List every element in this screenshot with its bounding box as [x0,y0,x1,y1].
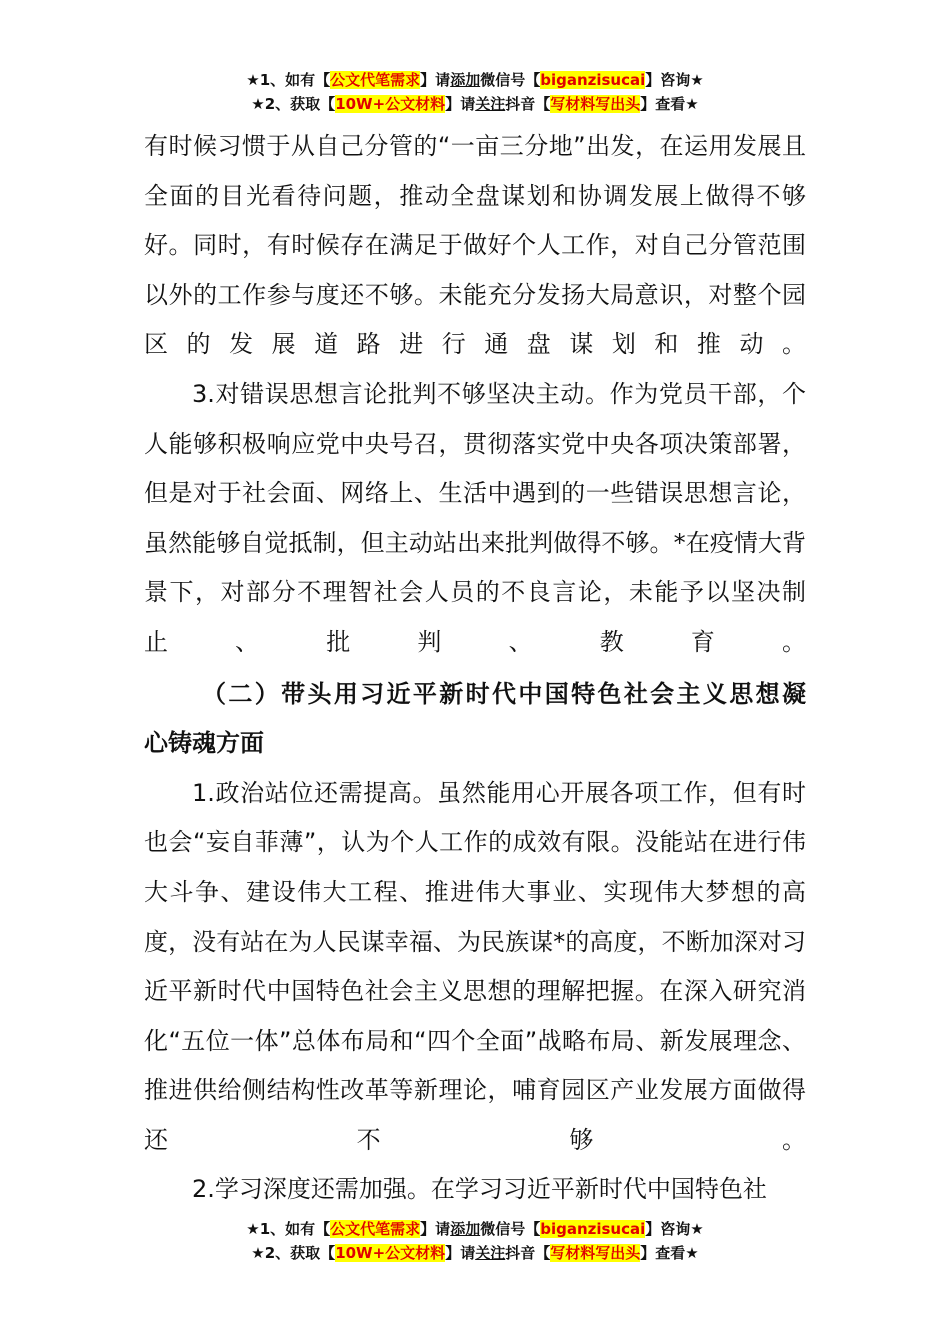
document-body [144,122,806,1215]
section-heading-line-1: （二）带头用习近平新时代中国特色社会主义思想凝 [202,679,806,708]
banner-line-2 [0,1241,950,1265]
banner-text: 】查看★ [640,1244,699,1262]
banner-text: 抖音【 [505,1244,551,1262]
banner-highlight: 10W+公文材料 [335,1244,446,1262]
banner-line-1 [0,1217,950,1241]
banner-underline: 添加 [450,1220,481,1238]
banner-text: 】请 [420,71,451,89]
banner-highlight: 公文代笔需求 [330,1220,421,1238]
paragraph-1: 有时候习惯于从自己分管的“一亩三分地”出发，在运用发展且全面的目光看待问题，推动全盘谋划和协调发展上做得不够好。同时，有时候存在满足于做好个人工作，对自己分管范围以外的工作参与度还不够。未能充分发扬大局意识，对整个园区的发展道路进行通盘谋划和推动。 [144,132,806,359]
banner-highlight: biganzisucai [540,71,646,89]
banner-line-2 [0,92,950,116]
header-banner [0,68,950,116]
banner-highlight: 写材料写出头 [550,1244,641,1262]
banner-text: ★1、如有【 [246,1220,331,1238]
section-heading-line-2: 心铸魂方面 [144,729,264,758]
banner-highlight: biganzisucai [540,1220,646,1238]
banner-underline: 关注 [475,1244,506,1262]
banner-highlight: 公文代笔需求 [330,71,421,89]
banner-text: 】请 [420,1220,451,1238]
banner-text: 】咨询★ [645,71,704,89]
section-heading [144,670,806,769]
banner-text: 微信号【 [480,1220,541,1238]
footer-banner [0,1217,950,1265]
banner-text: 微信号【 [480,71,541,89]
banner-text: ★1、如有【 [246,71,331,89]
banner-underline: 关注 [475,95,506,113]
banner-text: ★2、获取【 [251,1244,336,1262]
banner-text: 】查看★ [640,95,699,113]
paragraph-2: 3.对错误思想言论批判不够坚决主动。作为党员干部，个人能够积极响应党中央号召，贯彻落实党中央各项决策部署，但是对于社会面、网络上、生活中遇到的一些错误思想言论，虽然能够自觉抵制，但主动站出来批判做得不够。*在疫情大背景下，对部分不理智社会人员的不良言论，未能予以坚决制止、批判、教育。 [144,379,806,656]
paragraph-3: 1.政治站位还需提高。虽然能用心开展各项工作，但有时也会“妄自菲薄”，认为个人工作的成效有限。没能站在进行伟大斗争、建设伟大工程、推进伟大事业、实现伟大梦想的高度，没有站在为人民谋幸福、为民族谋*的高度，不断加深对习近平新时代中国特色社会主义思想的理解把握。在深入研究消化“五位一体”总体布局和“四个全面”战略布局、新发展理念、推进供给侧结构性改革等新理论，哺育园区产业发展方面做得还不够。 [144,778,806,1154]
paragraph-4: 2.学习深度还需加强。在学习习近平新时代中国特色社 [192,1175,767,1204]
banner-underline: 添加 [450,71,481,89]
banner-text: 抖音【 [505,95,551,113]
banner-line-1 [0,68,950,92]
banner-highlight: 写材料写出头 [550,95,641,113]
banner-text: 】请 [445,95,476,113]
banner-text: ★2、获取【 [251,95,336,113]
banner-text: 】咨询★ [645,1220,704,1238]
banner-highlight: 10W+公文材料 [335,95,446,113]
banner-text: 】请 [445,1244,476,1262]
